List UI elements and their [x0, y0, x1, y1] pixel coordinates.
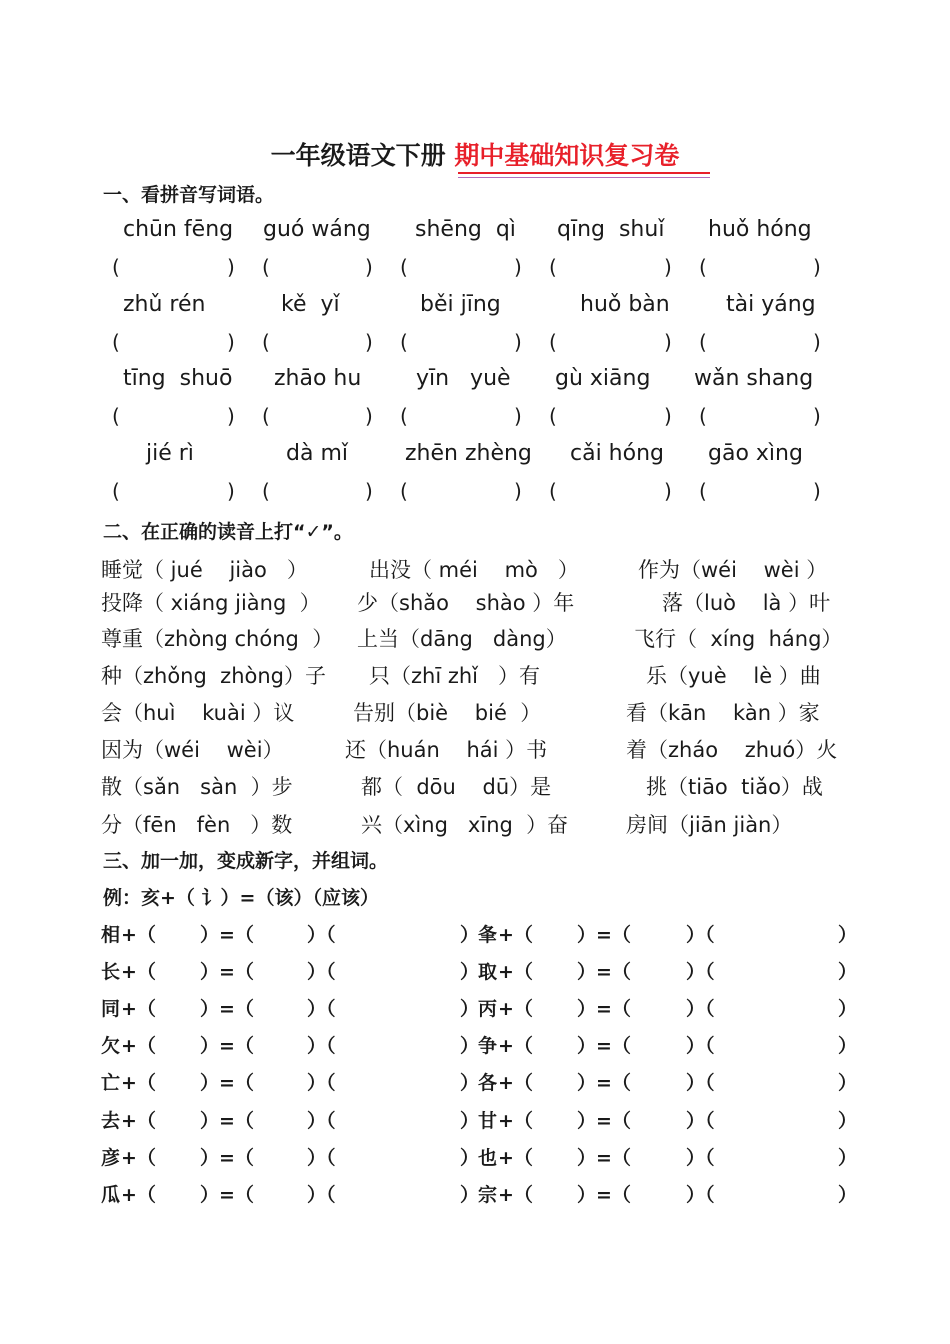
- equals-paren[interactable]: ）=（: [200, 1035, 254, 1057]
- answer-paren-close[interactable]: ): [664, 479, 672, 503]
- word-paren[interactable]: ）（: [686, 924, 715, 946]
- pronunciation-item[interactable]: 落（luò là ）叶: [662, 591, 831, 615]
- pronunciation-item[interactable]: 分（fēn fèn ）数: [101, 813, 293, 837]
- equals-paren[interactable]: ）=（: [577, 1147, 631, 1169]
- answer-paren-open[interactable]: (: [549, 255, 557, 279]
- word-paren[interactable]: ）（: [307, 998, 336, 1020]
- answer-paren-close[interactable]: ): [813, 255, 821, 279]
- word-paren[interactable]: ）（: [686, 998, 715, 1020]
- answer-paren-open[interactable]: (: [549, 404, 557, 428]
- plus-paren[interactable]: +（: [121, 1147, 156, 1169]
- pinyin-word: gù xiāng: [555, 366, 651, 391]
- answer-paren-close[interactable]: ): [365, 255, 373, 279]
- pronunciation-item[interactable]: 投降（ xiáng jiàng ）: [101, 591, 321, 615]
- plus-paren[interactable]: +（: [498, 1110, 533, 1132]
- pronunciation-item[interactable]: 兴（xìng xīng ）奋: [361, 813, 569, 837]
- word-paren[interactable]: ）（: [686, 961, 715, 983]
- answer-paren-close[interactable]: ): [813, 479, 821, 503]
- end-paren[interactable]: ）: [838, 998, 858, 1020]
- pronunciation-item[interactable]: 还（huán hái ）书: [345, 738, 548, 762]
- answer-paren-open[interactable]: (: [699, 255, 707, 279]
- pronunciation-item[interactable]: 作为（wéi wèi ）: [638, 558, 828, 582]
- plus-paren[interactable]: +（: [121, 1035, 156, 1057]
- answer-paren-close[interactable]: ): [813, 404, 821, 428]
- word-paren[interactable]: ）（: [307, 1035, 336, 1057]
- section2-heading: 二、在正确的读音上打“✓”。: [103, 521, 353, 543]
- plus-paren[interactable]: +（: [498, 1184, 533, 1206]
- right-char: 丙: [478, 998, 498, 1020]
- answer-paren-open[interactable]: (: [699, 479, 707, 503]
- title-underline-2: [458, 177, 710, 178]
- answer-paren-close[interactable]: ): [514, 404, 522, 428]
- plus-paren[interactable]: +（: [121, 1072, 156, 1094]
- left-char: 相: [101, 924, 121, 946]
- pinyin-word: gāo xìng: [708, 441, 803, 466]
- word-paren[interactable]: ）（: [307, 1110, 336, 1132]
- pinyin-word: shēng qì: [415, 217, 516, 242]
- word-paren[interactable]: ）（: [307, 924, 336, 946]
- pinyin-word: tīng shuō: [123, 366, 233, 391]
- equals-paren[interactable]: ）=（: [200, 961, 254, 983]
- section3-example: 例：亥+（ 讠）=（该）（应该）: [103, 887, 379, 909]
- right-char: 宗: [478, 1184, 498, 1206]
- pinyin-word: wǎn shang: [694, 366, 814, 391]
- answer-paren-open[interactable]: (: [112, 255, 120, 279]
- answer-paren-open[interactable]: (: [400, 479, 408, 503]
- answer-paren-close[interactable]: ): [227, 255, 235, 279]
- left-char: 瓜: [101, 1184, 121, 1206]
- title-black: 一年级语文下册: [270, 141, 455, 170]
- answer-paren-close[interactable]: ): [664, 330, 672, 354]
- end-paren[interactable]: ）: [838, 961, 858, 983]
- separator-paren: ）: [460, 961, 480, 983]
- answer-paren-close[interactable]: ): [514, 330, 522, 354]
- equals-paren[interactable]: ）=（: [200, 998, 254, 1020]
- pinyin-word: kě yǐ: [281, 292, 340, 317]
- equals-paren[interactable]: ）=（: [200, 1184, 254, 1206]
- pinyin-word: běi jīng: [420, 292, 501, 317]
- answer-paren-close[interactable]: ): [365, 404, 373, 428]
- word-paren[interactable]: ）（: [307, 961, 336, 983]
- pinyin-word: chūn fēng: [123, 217, 234, 242]
- answer-paren-open[interactable]: (: [262, 404, 270, 428]
- separator-paren: ）: [460, 924, 480, 946]
- pinyin-word: tài yáng: [726, 292, 816, 317]
- separator-paren: ）: [460, 1147, 480, 1169]
- pinyin-word: cǎi hóng: [570, 441, 664, 466]
- pronunciation-item[interactable]: 挑（tiāo tiǎo）战: [646, 775, 823, 799]
- answer-paren-open[interactable]: (: [262, 255, 270, 279]
- pronunciation-item[interactable]: 飞行（ xíng háng）: [634, 627, 843, 651]
- end-paren[interactable]: ）: [838, 1110, 858, 1132]
- pronunciation-item[interactable]: 少（shǎo shào ）年: [357, 591, 575, 615]
- pinyin-word: yīn yuè: [416, 366, 511, 391]
- end-paren[interactable]: ）: [838, 1184, 858, 1206]
- answer-paren-close[interactable]: ): [365, 330, 373, 354]
- pinyin-word: jié rì: [146, 441, 194, 466]
- pronunciation-item[interactable]: 乐（yuè lè ）曲: [646, 664, 821, 688]
- answer-paren-close[interactable]: ): [664, 255, 672, 279]
- answer-paren-close[interactable]: ): [365, 479, 373, 503]
- word-paren[interactable]: ）（: [307, 1147, 336, 1169]
- pronunciation-item[interactable]: 着（zháo zhuó）火: [626, 738, 838, 762]
- answer-paren-close[interactable]: ): [227, 404, 235, 428]
- answer-paren-close[interactable]: ): [514, 479, 522, 503]
- pronunciation-item[interactable]: 房间（jiān jiàn）: [626, 813, 793, 837]
- left-char: 欠: [101, 1035, 121, 1057]
- plus-paren[interactable]: +（: [121, 961, 156, 983]
- plus-paren[interactable]: +（: [498, 998, 533, 1020]
- left-char: 亡: [101, 1072, 121, 1094]
- right-char: 夆: [478, 924, 498, 946]
- plus-paren[interactable]: +（: [498, 961, 533, 983]
- end-paren[interactable]: ）: [838, 924, 858, 946]
- pronunciation-item[interactable]: 会（huì kuài ）议: [101, 701, 295, 725]
- pinyin-word: zhāo hu: [274, 366, 362, 391]
- separator-paren: ）: [460, 1072, 480, 1094]
- equals-paren[interactable]: ）=（: [577, 998, 631, 1020]
- equals-paren[interactable]: ）=（: [577, 1072, 631, 1094]
- pronunciation-item[interactable]: 告别（biè bié ）: [353, 701, 542, 725]
- title-red: 期中基础知识复习卷: [454, 141, 680, 170]
- right-char: 各: [478, 1072, 498, 1094]
- answer-paren-open[interactable]: (: [112, 479, 120, 503]
- right-char: 甘: [478, 1110, 498, 1132]
- pinyin-word: qīng shuǐ: [557, 217, 665, 242]
- answer-paren-open[interactable]: (: [400, 404, 408, 428]
- separator-paren: ）: [460, 1110, 480, 1132]
- answer-paren-close[interactable]: ): [813, 330, 821, 354]
- pronunciation-item[interactable]: 睡觉（ jué jiào ）: [101, 558, 308, 582]
- answer-paren-open[interactable]: (: [699, 404, 707, 428]
- separator-paren: ）: [460, 1035, 480, 1057]
- right-char: 争: [478, 1035, 498, 1057]
- pinyin-word: guó wáng: [263, 217, 371, 242]
- equals-paren[interactable]: ）=（: [200, 924, 254, 946]
- answer-paren-open[interactable]: (: [699, 330, 707, 354]
- equals-paren[interactable]: ）=（: [200, 1110, 254, 1132]
- answer-paren-open[interactable]: (: [112, 404, 120, 428]
- equals-paren[interactable]: ）=（: [577, 961, 631, 983]
- answer-paren-open[interactable]: (: [400, 255, 408, 279]
- pronunciation-item[interactable]: 散（sǎn sàn ）步: [101, 775, 293, 799]
- pronunciation-item[interactable]: 因为（wéi wèi）: [101, 738, 284, 762]
- left-char: 长: [101, 961, 121, 983]
- plus-paren[interactable]: +（: [121, 1110, 156, 1132]
- answer-paren-close[interactable]: ): [227, 479, 235, 503]
- word-paren[interactable]: ）（: [307, 1072, 336, 1094]
- answer-paren-open[interactable]: (: [112, 330, 120, 354]
- word-paren[interactable]: ）（: [686, 1184, 715, 1206]
- pronunciation-item[interactable]: 尊重（zhòng chóng ）: [101, 627, 334, 651]
- word-paren[interactable]: ）（: [686, 1110, 715, 1132]
- plus-paren[interactable]: +（: [498, 1147, 533, 1169]
- title-underline: [458, 172, 710, 174]
- pronunciation-item[interactable]: 上当（dāng dàng）: [357, 627, 567, 651]
- page-title: [0, 136, 950, 172]
- end-paren[interactable]: ）: [838, 1035, 858, 1057]
- word-paren[interactable]: ）（: [686, 1072, 715, 1094]
- pinyin-word: huǒ bàn: [580, 292, 670, 317]
- equals-paren[interactable]: ）=（: [200, 1147, 254, 1169]
- separator-paren: ）: [460, 1184, 480, 1206]
- equals-paren[interactable]: ）=（: [577, 1184, 631, 1206]
- pronunciation-item[interactable]: 出没（ méi mò ）: [369, 558, 579, 582]
- answer-paren-close[interactable]: ): [514, 255, 522, 279]
- answer-paren-close[interactable]: ): [227, 330, 235, 354]
- equals-paren[interactable]: ）=（: [577, 1110, 631, 1132]
- answer-paren-close[interactable]: ): [664, 404, 672, 428]
- pinyin-word: huǒ hóng: [708, 217, 812, 242]
- section3-heading: 三、加一加，变成新字，并组词。: [103, 850, 389, 872]
- pinyin-word: zhēn zhèng: [405, 441, 532, 466]
- answer-paren-open[interactable]: (: [549, 330, 557, 354]
- separator-paren: ）: [460, 998, 480, 1020]
- end-paren[interactable]: ）: [838, 1072, 858, 1094]
- answer-paren-open[interactable]: (: [549, 479, 557, 503]
- section1-heading: 一、看拼音写词语。: [103, 184, 275, 206]
- equals-paren[interactable]: ）=（: [577, 1035, 631, 1057]
- pinyin-word: dà mǐ: [286, 441, 348, 466]
- right-char: 取: [478, 961, 498, 983]
- right-char: 也: [478, 1147, 498, 1169]
- answer-paren-open[interactable]: (: [262, 330, 270, 354]
- word-paren[interactable]: ）（: [686, 1035, 715, 1057]
- pronunciation-item[interactable]: 看（kān kàn ）家: [626, 701, 820, 725]
- plus-paren[interactable]: +（: [498, 1035, 533, 1057]
- answer-paren-open[interactable]: (: [400, 330, 408, 354]
- word-paren[interactable]: ）（: [686, 1147, 715, 1169]
- pronunciation-item[interactable]: 都（ dōu dū）是: [361, 775, 552, 799]
- plus-paren[interactable]: +（: [121, 1184, 156, 1206]
- word-paren[interactable]: ）（: [307, 1184, 336, 1206]
- pronunciation-item[interactable]: 种（zhǒng zhòng）子: [101, 664, 326, 688]
- equals-paren[interactable]: ）=（: [200, 1072, 254, 1094]
- left-char: 去: [101, 1110, 121, 1132]
- plus-paren[interactable]: +（: [498, 924, 533, 946]
- answer-paren-open[interactable]: (: [262, 479, 270, 503]
- pronunciation-item[interactable]: 只（zhī zhǐ ）有: [369, 664, 541, 688]
- plus-paren[interactable]: +（: [121, 924, 156, 946]
- plus-paren[interactable]: +（: [121, 998, 156, 1020]
- plus-paren[interactable]: +（: [498, 1072, 533, 1094]
- pinyin-word: zhǔ rén: [123, 292, 206, 317]
- equals-paren[interactable]: ）=（: [577, 924, 631, 946]
- end-paren[interactable]: ）: [838, 1147, 858, 1169]
- left-char: 同: [101, 998, 121, 1020]
- left-char: 彦: [101, 1147, 121, 1169]
